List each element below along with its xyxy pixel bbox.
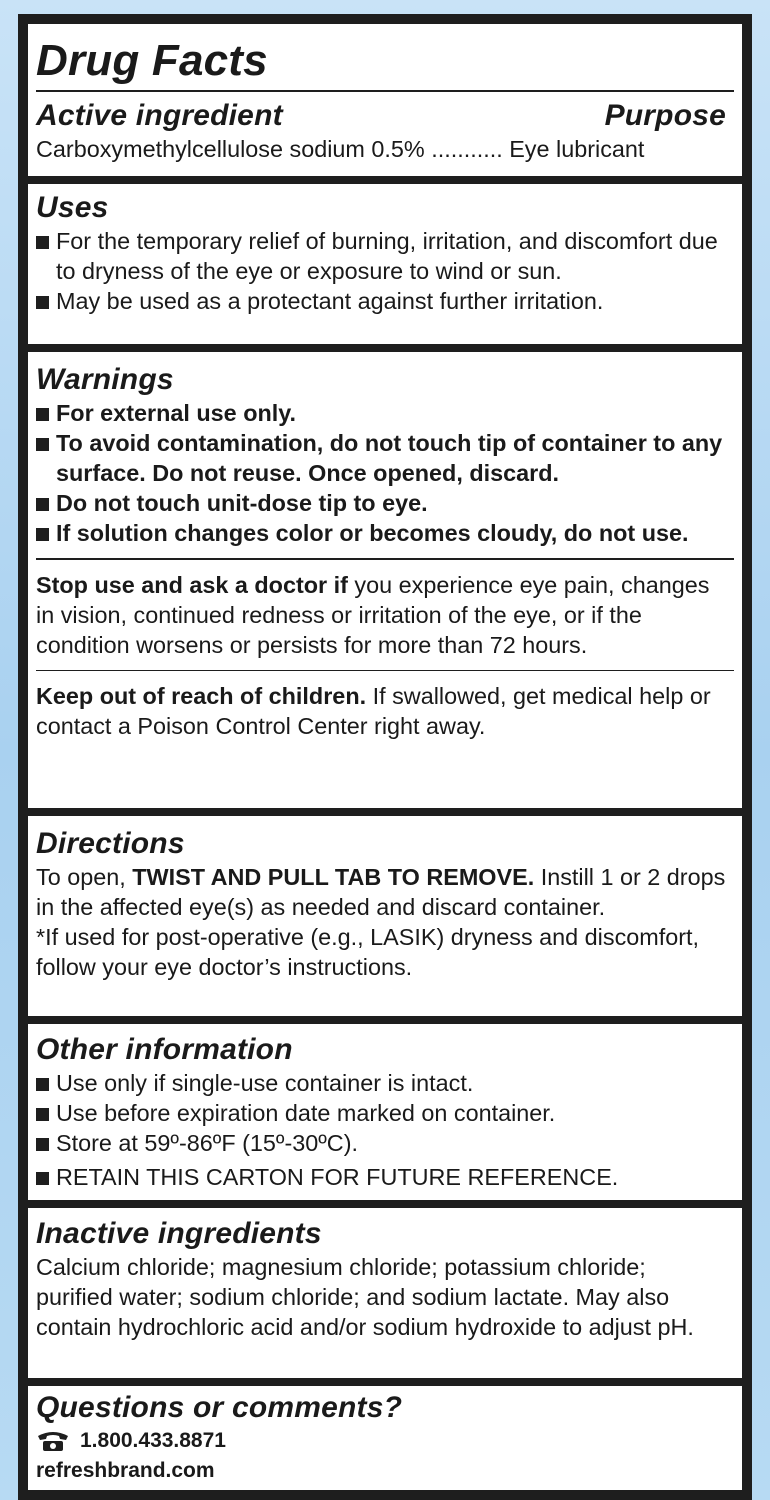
stop-use-text: you experience eye pain, changes in vision, continued redness or irritation of the eye, or if the condition worsens or persists for more than 72 hours. xyxy=(36,571,710,658)
warnings-separator xyxy=(36,670,734,672)
phone-number[interactable]: 1.800.433.8871 xyxy=(80,1429,226,1452)
warnings-item: Do not touch unit-dose tip to eye. xyxy=(36,488,726,518)
keep-out-heading: Keep out of reach of children. xyxy=(36,683,367,709)
keep-out-paragraph xyxy=(36,681,726,741)
stop-use-heading: Stop use and ask a doctor if xyxy=(36,571,348,598)
uses-title: Uses xyxy=(36,191,109,224)
purpose-heading: Purpose xyxy=(604,98,726,132)
inactive-ingredients-text: Calcium chloride; magnesium chloride; potassium chloride; purified water; sodium chloride; and sodium lactate. May also contain hydrochloric acid and/or sodium hydroxide to adjust pH. xyxy=(36,1254,694,1340)
other-information-title: Other information xyxy=(36,1033,293,1066)
directions-note: *If used for post-operative (e.g., LASIK) dryness and discomfort, follow your eye doctor’s instructions. xyxy=(36,924,700,980)
active-ingredient-heading: Active ingredient xyxy=(36,98,283,132)
other-information-item: RETAIN THIS CARTON FOR FUTURE REFERENCE. xyxy=(36,1162,726,1192)
drug-facts-label xyxy=(18,14,752,1500)
active-ingredient-line: Carboxymethylcellulose sodium 0.5% ........... Eye lubricant xyxy=(36,135,645,162)
questions-title: Questions or comments? xyxy=(36,1391,403,1424)
warnings-item: If solution changes color or becomes cloudy, do not use. xyxy=(36,518,726,548)
directions-title: Directions xyxy=(36,827,185,860)
warnings-item: For external use only. xyxy=(36,398,726,428)
keep-out-text: If swallowed, get medical help or contact a Poison Control Center right away. xyxy=(36,683,711,739)
directions-bold-text: TWIST AND PULL TAB TO REMOVE. xyxy=(132,864,535,890)
directions-panel xyxy=(28,816,742,1016)
inactive-ingredients-panel xyxy=(28,1208,742,1378)
other-information-item: Use before expiration date marked on container. xyxy=(36,1098,726,1128)
title-rule xyxy=(36,90,734,92)
other-information-item: Store at 59º-86ºF (15º-30ºC). xyxy=(36,1128,726,1158)
uses-panel xyxy=(28,184,742,344)
stop-use-paragraph xyxy=(36,570,726,660)
phone-row xyxy=(36,1426,726,1456)
uses-item: For the temporary relief of burning, irritation, and discomfort due to dryness of the eye or exposure to wind or sun. xyxy=(36,226,726,286)
directions-text-start: To open, xyxy=(36,864,133,890)
directions-paragraph xyxy=(36,862,726,922)
warnings-panel xyxy=(28,352,742,808)
warnings-title: Warnings xyxy=(36,363,174,396)
telephone-icon xyxy=(36,1430,70,1452)
other-information-panel xyxy=(28,1024,742,1200)
warnings-item: To avoid contamination, do not touch tip of container to any surface. Do not reuse. Once opened, discard. xyxy=(36,428,726,488)
website-link[interactable]: refreshbrand.com xyxy=(36,1459,215,1482)
active-ingredient-header xyxy=(36,98,726,134)
uses-item: May be used as a protectant against further irritation. xyxy=(36,286,726,316)
warnings-separator xyxy=(36,558,734,560)
questions-panel xyxy=(28,1386,742,1490)
drug-facts-header-panel xyxy=(28,24,742,176)
directions-text-end: Instill 1 or 2 drops in the affected eye(s) as needed and discard container. xyxy=(36,864,726,920)
other-information-item: Use only if single-use container is intact. xyxy=(36,1068,726,1098)
inactive-ingredients-title: Inactive ingredients xyxy=(36,1217,322,1250)
drug-facts-title: Drug Facts xyxy=(36,36,268,85)
